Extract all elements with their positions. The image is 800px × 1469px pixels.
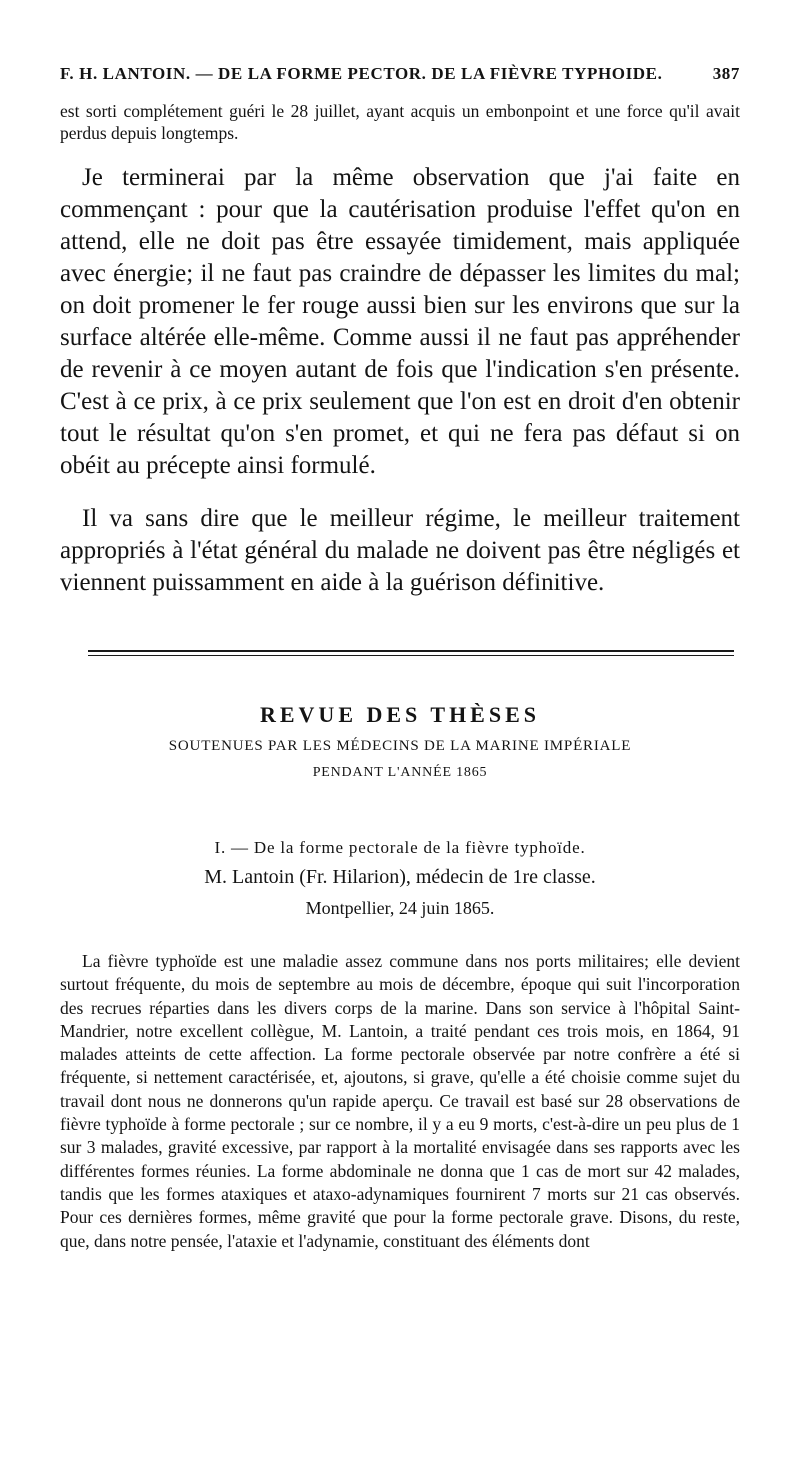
review-subtitle-year: PENDANT L'ANNÉE 1865 <box>312 765 488 780</box>
section-divider <box>88 650 734 656</box>
running-title: F. H. LANTOIN. — DE LA FORME PECTOR. DE LA FIÈVRE TYPHOIDE. <box>60 64 663 83</box>
paragraph-regime: Il va sans dire que le meilleur régime, le meilleur traitement appropriés à l'état général du malade ne doivent pas être négligés et viennent puissamment en aide à la guérison définitive. <box>60 505 740 596</box>
paragraph-cauterisation: Je terminerai par la même observation que j'ai faite en commençant : pour que la cautérisation produise l'effet qu'on en attend, elle ne doit pas être essayée timidement, mais appliquée avec énergie; il ne faut pas craindre de dépasser les limites du mal; on doit promener le fer rouge aussi bien sur les environs que sur la surface altérée elle-même. Comme aussi il ne faut pas appréhender de revenir à ce moyen autant de fois que l'indication s'en présente. C'est à ce prix, à ce prix seulement que l'on est en droit d'en obtenir tout le résultat qu'on s'en promet, et qui ne fera pas défaut si on obéit au précepte ainsi formulé. <box>60 164 740 479</box>
thesis-heading: I. — De la forme pectorale de la fièvre typhoïde. <box>214 838 586 857</box>
running-header <box>60 64 740 84</box>
paragraph-continuation: est sorti complétement guéri le 28 juillet, ayant acquis un embonpoint et une force qu'il avait perdus depuis longtemps. <box>60 101 740 143</box>
review-title: REVUE DES THÈSES <box>259 702 540 727</box>
page-number: 387 <box>712 64 740 83</box>
review-subtitle: SOUTENUES PAR LES MÉDECINS DE LA MARINE IMPÉRIALE <box>168 738 632 754</box>
thesis-author: M. Lantoin (Fr. Hilarion), médecin de 1re classe. <box>204 866 596 888</box>
thesis-place-date: Montpellier, 24 juin 1865. <box>305 898 495 918</box>
thesis-review-paragraph: La fièvre typhoïde est une maladie assez commune dans nos ports militaires; elle devient surtout fréquente, du mois de septembre au mois de décembre, époque qui suit l'incorporation des recrues réparties dans les divers corps de la marine. Dans son service à l'hôpital Saint-Mandrier, notre excellent collègue, M. Lantoin, a traité pendant ces trois mois, en 1864, 91 malades atteints de cette affection. La forme pectorale observée par notre confrère a été si fréquente, si nettement caractérisée, et, ajoutons, si grave, qu'elle a été choisie comme sujet du travail dont nous ne donnerons qu'un rapide aperçu. Ce travail est basé sur 28 observations de fièvre typhoïde à forme pectorale ; sur ce nombre, il y a eu 9 morts, c'est-à-dire un peu plus de 1 sur 3 malades, gravité excessive, par rapport à la mortalité envisagée dans ses rapports avec les différentes formes réunies. La forme abdominale ne donna que 1 cas de mort sur 42 malades, tandis que les formes ataxiques et ataxo-adynamiques fournirent 7 morts sur 21 cas observés. Pour ces dernières formes, même gravité que pour la forme pectorale grave. Disons, du reste, que, dans notre pensée, l'ataxie et l'adynamie, constituant des éléments dont <box>60 951 740 1251</box>
